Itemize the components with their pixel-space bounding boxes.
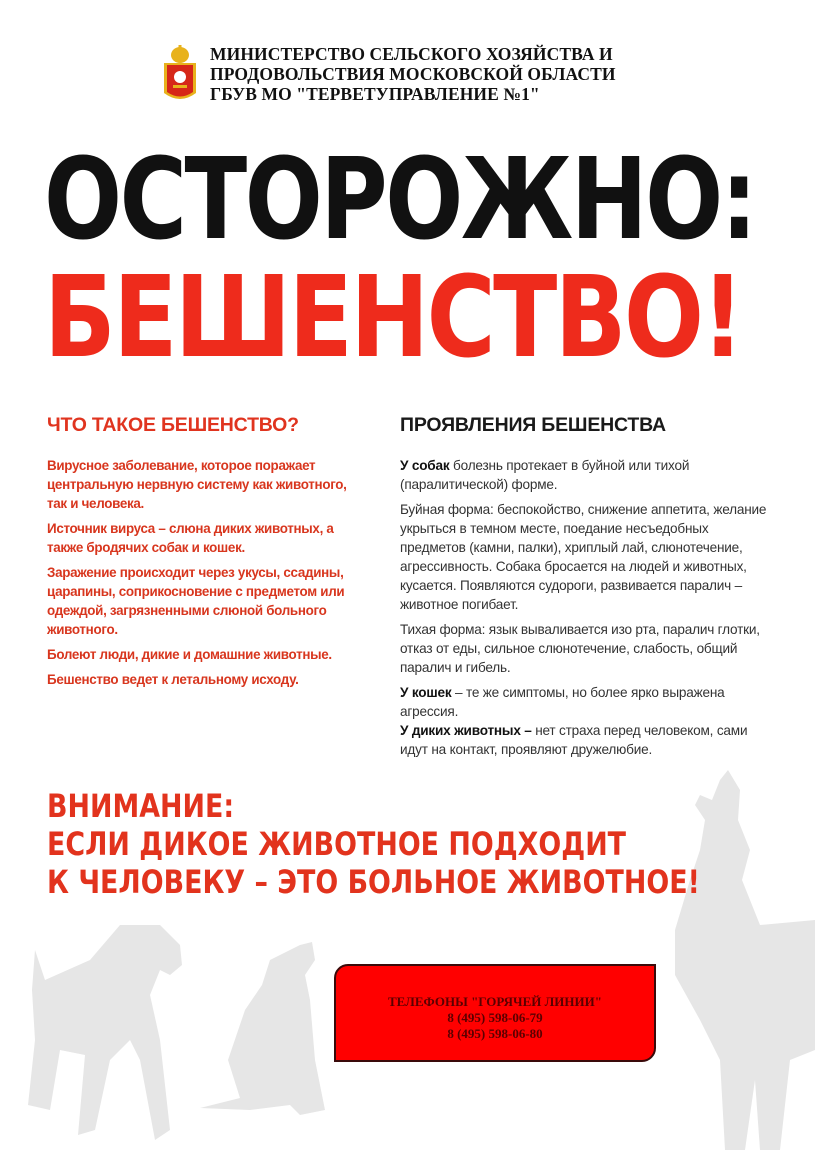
- paragraph: Вирусное заболевание, которое поражает центральную нервную систему как животного, так и человека.: [47, 458, 347, 511]
- hotline-phone-1[interactable]: 8 (495) 598-06-79: [447, 1010, 543, 1025]
- ministry-line-3: ГБУВ МО "ТЕРВЕТУПРАВЛЕНИЕ №1": [210, 84, 540, 104]
- title-caution: ОСТОРОЖНО:: [44, 135, 756, 265]
- paragraph-violent-form: Буйная форма: беспокойство, снижение аппетита, желание укрыться в темном месте, поедание несъедобных предметов (камни, палки), хриплый лай, слюнотечение, агрессивность. Собака бросается на людей и животных, кусается. Появляются судороги, развивается паралич – животное погибает.: [400, 502, 767, 612]
- paragraph: Бешенство ведет к летальному исходу.: [47, 672, 299, 687]
- attention-line-2: ЕСЛИ ДИКОЕ ЖИВОТНОЕ ПОДХОДИТ: [47, 825, 627, 863]
- label-cats: У кошек: [400, 685, 452, 700]
- paragraph: Источник вируса – слюна диких животных, а также бродячих собак и кошек.: [47, 521, 334, 555]
- paragraph-dogs: [400, 456, 770, 494]
- paragraph: Заражение происходит через укусы, ссадины, царапины, соприкосновение с предметом или одеждой, загрязненными слюной больного животного.: [47, 565, 345, 637]
- hotline-phone-2[interactable]: 8 (495) 598-06-80: [447, 1026, 543, 1041]
- what-is-rabies-heading: ЧТО ТАКОЕ БЕШЕНСТВО?: [47, 414, 299, 436]
- ministry-line-1: МИНИСТЕРСТВО СЕЛЬСКОГО ХОЗЯЙСТВА И: [210, 44, 613, 64]
- attention-line-3: К ЧЕЛОВЕКУ – ЭТО БОЛЬНОЕ ЖИВОТНОЕ!: [47, 863, 700, 901]
- paragraph-quiet-form: Тихая форма: язык вываливается изо рта, паралич глотки, отказ от еды, сильное слюнотечение, слабость, общий паралич и гибель.: [400, 622, 760, 675]
- title-rabies: БЕШЕНСТВО!: [44, 253, 742, 383]
- what-is-rabies-text: [47, 456, 367, 695]
- ministry-line-2: ПРОДОВОЛЬСТВИЯ МОСКОВСКОЙ ОБЛАСТИ: [210, 64, 616, 84]
- hotline-box: [334, 964, 656, 1062]
- paragraph-wild-animals: [400, 721, 770, 759]
- attention-line-1: ВНИМАНИЕ:: [47, 787, 235, 825]
- text-wild-animals: нет страха перед человеком, сами идут на контакт, проявляют дружелюбие.: [400, 723, 748, 757]
- symptoms-heading: ПРОЯВЛЕНИЯ БЕШЕНСТВА: [400, 414, 666, 436]
- label-dogs: У собак: [400, 458, 450, 473]
- sitting-dog-silhouette-icon: [200, 942, 325, 1115]
- paragraph: Болеют люди, дикие и домашние животные.: [47, 647, 332, 662]
- label-wild-animals: У диких животных –: [400, 723, 532, 738]
- paragraph-cats: [400, 683, 770, 721]
- standing-dog-silhouette-icon: [28, 925, 182, 1140]
- attention-warning: [47, 787, 700, 901]
- symptoms-text: [400, 456, 770, 765]
- text-dogs: болезнь протекает в буйной или тихой (паралитической) форме.: [400, 458, 690, 492]
- text-cats: – те же симптомы, но более ярко выражена агрессия.: [400, 685, 725, 719]
- hotline-title: ТЕЛЕФОНЫ "ГОРЯЧЕЙ ЛИНИИ": [388, 994, 602, 1009]
